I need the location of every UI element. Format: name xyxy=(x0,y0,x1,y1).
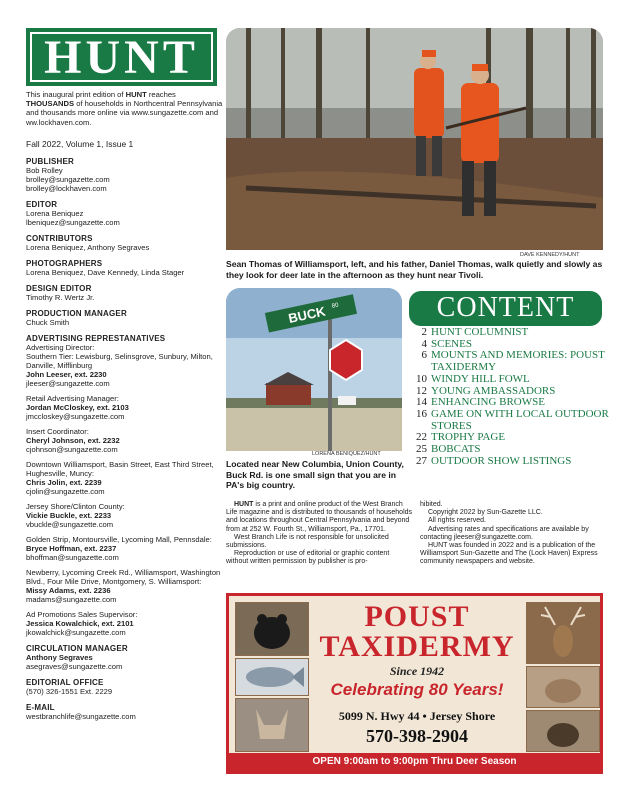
contents-item-title: GAME ON WITH LOCAL OUTDOOR STORES xyxy=(431,407,609,432)
body-paragraph: All rights reserved. xyxy=(428,517,486,525)
edition-line: Fall 2022, Volume 1, Issue 1 xyxy=(26,139,134,149)
ad-rep-email: bhoffman@sungazette.com xyxy=(26,553,119,562)
hero-photo-credit: DAVE KENNEDY/HUNT xyxy=(520,252,580,258)
credit-heading: CONTRIBUTORS xyxy=(26,234,93,243)
body-paragraph: Reproduction or use of editorial or graphic content without written permission by publisher is pro- xyxy=(226,550,390,566)
credit-heading: EDITOR xyxy=(26,200,58,209)
ad-group-line: Jersey Shore/Clinton County: xyxy=(26,502,125,511)
contents-page: 2 xyxy=(421,326,427,338)
credit-heading: PRODUCTION MANAGER xyxy=(26,309,127,318)
poust-taxidermy-ad[interactable] xyxy=(226,593,603,774)
contents-page: 12 xyxy=(416,384,427,397)
contents-page: 10 xyxy=(416,372,427,385)
ad-title-line1: POUST xyxy=(364,600,470,633)
credit-heading: PHOTOGRAPHERS xyxy=(26,259,103,268)
buck-road-photo-art xyxy=(226,288,402,451)
buck-caption: Located near New Columbia, Union County, Buck Rd. is one small sign that you are in PA's big country. xyxy=(226,459,404,490)
contents-item[interactable] xyxy=(409,327,614,339)
body-paragraph: Copyright 2022 by Sun-Gazette LLC. xyxy=(428,509,543,517)
body-hunt: HUNT xyxy=(234,501,254,508)
body-paragraph: hibited. xyxy=(420,501,443,508)
buck-photo-credit: LORENA BENIQUEZ/HUNT xyxy=(312,451,381,457)
contents-item[interactable] xyxy=(409,374,614,386)
credit-line: Chuck Smith xyxy=(26,318,70,327)
contents-item-title: YOUNG AMBASSADORS xyxy=(431,384,556,397)
ad-hours-bar: OPEN 9:00am to 9:00pm Thru Deer Season xyxy=(229,753,600,771)
credit-line: asegraves@sungazette.com xyxy=(26,662,123,671)
body-paragraph: Advertising rates and specifications are available by contacting jleeser@sungazette.com. xyxy=(420,525,589,541)
ad-group-line: Golden Strip, Montoursville, Lycoming Mall, Pennsdale: xyxy=(26,535,212,544)
credit-line: Lorena Beniquez xyxy=(26,209,84,218)
ad-group xyxy=(26,427,226,454)
ad-rep-email: jleeser@sungazette.com xyxy=(26,379,110,388)
ad-rep-name: Jordan McCloskey, ext. 2103 xyxy=(26,403,129,412)
ad-rep-email: jmccloskey@sungazette.com xyxy=(26,412,125,421)
ad-group-line: Ad Promotions Sales Supervisor: xyxy=(26,610,138,619)
bear-icon xyxy=(236,603,308,655)
intro-hunt: HUNT xyxy=(125,90,147,99)
ad-phone[interactable]: 570-398-2904 xyxy=(366,726,468,746)
ad-group-line: Retail Advertising Manager: xyxy=(26,394,119,403)
ad-photo-coyote xyxy=(235,698,309,752)
contents-header xyxy=(409,291,602,326)
credit-heading: EDITORIAL OFFICE xyxy=(26,678,104,687)
credit-line: Lorena Beniquez, Dave Kennedy, Linda Stager xyxy=(26,268,185,277)
credit-heading: CIRCULATION MANAGER xyxy=(26,644,128,653)
ad-group-line: Newberry, Lycoming Creek Rd., Williamsport, Washington Blvd., Four Mile Drive, Montgomery, S. Williamsport: xyxy=(26,568,221,586)
contents-list xyxy=(409,327,614,467)
contents-page: 6 xyxy=(421,349,427,362)
ad-rep-email: cjolin@sungazette.com xyxy=(26,487,105,496)
deer-icon xyxy=(527,603,599,663)
ad-address: 5099 N. Hwy 44 • Jersey Shore xyxy=(338,709,496,723)
ad-group xyxy=(26,610,226,637)
credit-name: Anthony Segraves xyxy=(26,653,93,662)
intro-part: This inaugural print edition of xyxy=(26,90,126,99)
contents-page: 14 xyxy=(416,396,427,409)
hunters-photo-art xyxy=(226,28,603,250)
contents-page: 4 xyxy=(421,337,427,350)
hunters-photo xyxy=(226,28,603,250)
credit-line: brolley@lockhaven.com xyxy=(26,184,107,193)
ad-since: Since 1942 xyxy=(389,664,445,678)
ad-photo-deer xyxy=(526,602,600,664)
ad-photo-fish xyxy=(235,658,309,696)
contents-item-title: ENHANCING BROWSE xyxy=(431,396,545,409)
ad-rep-name: Chris Jolin, ext. 2239 xyxy=(26,478,102,487)
ad-rep-email: jkowalchick@sungazette.com xyxy=(26,628,126,637)
body-paragraph: West Branch Life is not responsible for unsolicited submissions. xyxy=(226,533,389,550)
ad-photo-bobcat xyxy=(526,666,600,708)
contents-item-title: HUNT COLUMNIST xyxy=(431,326,529,338)
ad-rep-name: Bryce Hoffman, ext. 2237 xyxy=(26,544,117,553)
ad-group xyxy=(26,343,226,388)
hero-caption: Sean Thomas of Williamsport, left, and his father, Daniel Thomas, walk quietly and slowly as they look for deer late in the afternoon as they hunt near Tivoli. xyxy=(226,259,603,280)
ad-rep-name: John Leeser, ext. 2230 xyxy=(26,370,107,379)
ad-photo-turkey xyxy=(526,710,600,752)
intro-text xyxy=(26,90,226,127)
ad-title-line2: TAXIDERMY xyxy=(319,630,515,663)
credit-line: lbeniquez@sungazette.com xyxy=(26,218,120,227)
credit-line: westbranchlife@sungazette.com xyxy=(26,712,136,721)
credits-column xyxy=(26,157,226,721)
ad-celebrating: Celebrating 80 Years! xyxy=(330,680,504,699)
ad-rep-email: cjohnson@sungazette.com xyxy=(26,445,118,454)
ad-rep-name: Missy Adams, ext. 2236 xyxy=(26,586,111,595)
credit-line: Lorena Beniquez, Anthony Segraves xyxy=(26,243,150,252)
credit-heading: PUBLISHER xyxy=(26,157,75,166)
ad-group xyxy=(26,502,226,529)
buck-road-photo xyxy=(226,288,402,451)
buck-sign-text: BUCK xyxy=(286,303,327,326)
buck-sign-number: 80 xyxy=(331,302,340,310)
advertising-heading: ADVERTISING REPRESTANATIVES xyxy=(26,334,166,343)
ad-group xyxy=(26,535,226,562)
credit-line: Bob Rolley xyxy=(26,166,63,175)
ad-rep-name: Vickie Buckle, ext. 2233 xyxy=(26,511,112,520)
ad-rep-email: vbuckle@sungazette.com xyxy=(26,520,114,529)
contents-item[interactable] xyxy=(409,350,614,373)
body-column-1 xyxy=(226,501,412,567)
ad-rep-email: madams@sungazette.com xyxy=(26,595,117,604)
credit-heading: DESIGN EDITOR xyxy=(26,284,92,293)
contents-page: 25 xyxy=(416,443,427,456)
credit-line: brolley@sungazette.com xyxy=(26,175,110,184)
contents-item[interactable] xyxy=(409,456,614,468)
ad-group xyxy=(26,568,226,604)
coyote-icon xyxy=(236,699,308,751)
body-column-2 xyxy=(420,501,600,567)
turkey-icon xyxy=(527,711,599,751)
ad-photo-bear xyxy=(235,602,309,656)
credit-line: (570) 326-1551 Ext. 2229 xyxy=(26,687,113,696)
ad-group-line: Advertising Director: xyxy=(26,343,95,352)
ad-rep-name: Cheryl Johnson, ext. 2232 xyxy=(26,436,120,445)
contents-item-title: BOBCATS xyxy=(431,443,481,456)
contents-item-title: MOUNTS AND MEMORIES: POUST TAXIDERMY xyxy=(431,349,605,374)
contents-title: CONTENT xyxy=(436,292,575,323)
bobcat-icon xyxy=(527,667,599,707)
contents-item-title: TROPHY PAGE xyxy=(431,431,506,444)
contents-page: 27 xyxy=(416,454,427,467)
contents-item[interactable] xyxy=(409,444,614,456)
body-paragraph xyxy=(226,501,412,534)
masthead-logo xyxy=(26,28,217,86)
masthead-title: HUNT xyxy=(30,32,213,82)
body-paragraph: HUNT was founded in 2022 and is a publication of the Williamsport Sun-Gazette and The (Lock Haven) Express community newspapers and website. xyxy=(420,542,598,566)
ad-group xyxy=(26,460,226,496)
body-text: is a print and online product of the West Branch Life magazine and is distributed to thousands of households and locations throughout Central Pennsylvania and beyond from at 252 W. Fourth St., Williamsport, Pa., 17701. xyxy=(226,501,413,533)
contents-page: 22 xyxy=(416,431,427,444)
ad-group-line: Insert Coordinator: xyxy=(26,427,89,436)
contents-item[interactable] xyxy=(409,409,614,432)
contents-item-title: OUTDOOR SHOW LISTINGS xyxy=(431,454,572,467)
intro-part: of households in Northcentral Pennsylvania and thousands more online via www.sungazette.com and ww.lockhaven.com. xyxy=(26,99,223,127)
contents-page: 16 xyxy=(416,407,427,420)
ad-rep-name: Jessica Kowalchick, ext. 2101 xyxy=(26,619,134,628)
credit-heading: E-MAIL xyxy=(26,703,55,712)
ad-group-line: Downtown Williamsport, Basin Street, East Third Street, Hughesville, Muncy: xyxy=(26,460,214,478)
ad-group-line: Southern Tier: Lewisburg, Selinsgrove, Sunbury, Milton, Danville, Mifflinburg xyxy=(26,352,213,370)
intro-thousands: THOUSANDS xyxy=(26,99,75,109)
ad-group xyxy=(26,394,226,421)
fish-icon xyxy=(236,659,308,695)
contents-item-title: WINDY HILL FOWL xyxy=(431,372,530,385)
intro-part: reaches xyxy=(146,90,176,99)
contents-item-title: SCENES xyxy=(431,337,472,350)
credit-line: Timothy R. Wertz Jr. xyxy=(26,293,95,302)
